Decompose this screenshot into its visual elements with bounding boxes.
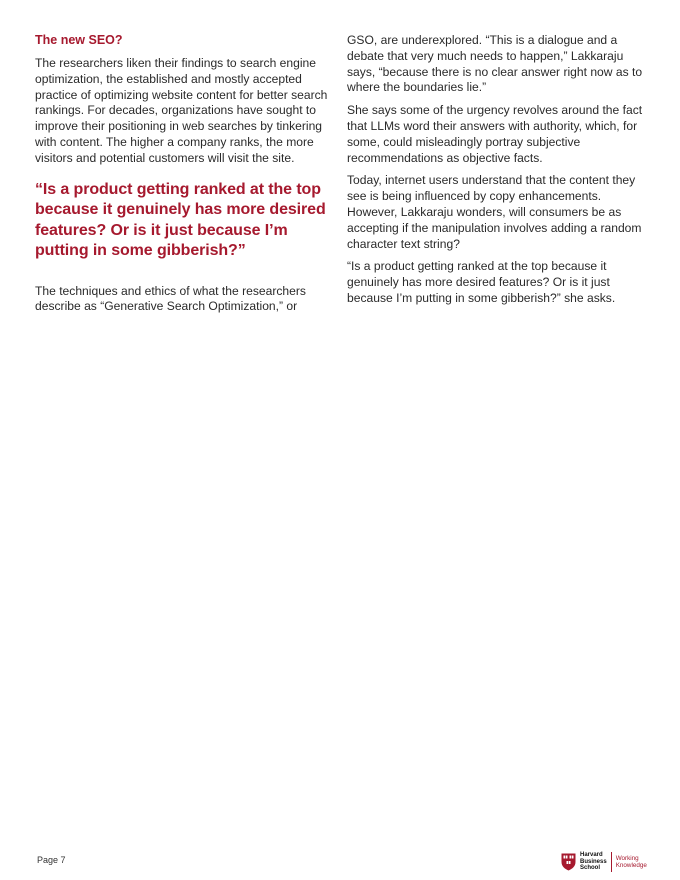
right-column [347,33,647,314]
working-knowledge-wordmark [616,855,647,869]
body-paragraph: She says some of the urgency revolves around the fact that LLMs word their answers with authority, which, for some, could misleadingly portray subjective recommendations as objective facts. [347,103,643,165]
body-paragraph: The techniques and ethics of what the researchers describe as “Generative Search Optimization,” or [35,283,306,314]
body-paragraph: “Is a product getting ranked at the top because it genuinely has more desired features? Or is it just because I’m putting in some gibberish?” she asks. [347,259,616,305]
logo-text-line: Knowledge [615,862,647,869]
hbs-working-knowledge-logo [561,851,647,873]
logo-text-line: Business [580,858,607,865]
logo-divider [611,852,612,872]
body-paragraph: GSO, are underexplored. “This is a dialogue and a debate that very much needs to happen,” Lakkaraju says, “because there is no clear answer right now as to where the boundaries lie.” [347,33,643,95]
logo-text-line: Working [615,855,639,862]
hbs-wordmark [580,852,607,871]
logo-text-line: Harvard [580,852,603,859]
left-column [35,33,335,322]
section-heading: The new SEO? [35,33,123,47]
page-number: Page 7 [37,855,66,865]
body-paragraph: The researchers liken their findings to search engine optimization, the established and mostly accepted practice of optimizing website content for better search rankings. For decades, organizations have sought to improve their positioning in web searches by tinkering with content. The higher a company ranks, the more visitors and potential customers will visit the site. [35,56,328,165]
harvard-shield-icon [561,853,576,871]
body-paragraph: Today, internet users understand that the content they see is being influenced by copy enhancements. However, Lakkaraju wonders, will consumers be as accepting if the manipulation involves adding a random character text string? [347,173,642,251]
logo-text-line: School [580,865,601,872]
pull-quote: “Is a product getting ranked at the top because it genuinely has more desired features? Or is it just because I’m putting in some gibberish?” [35,180,326,260]
